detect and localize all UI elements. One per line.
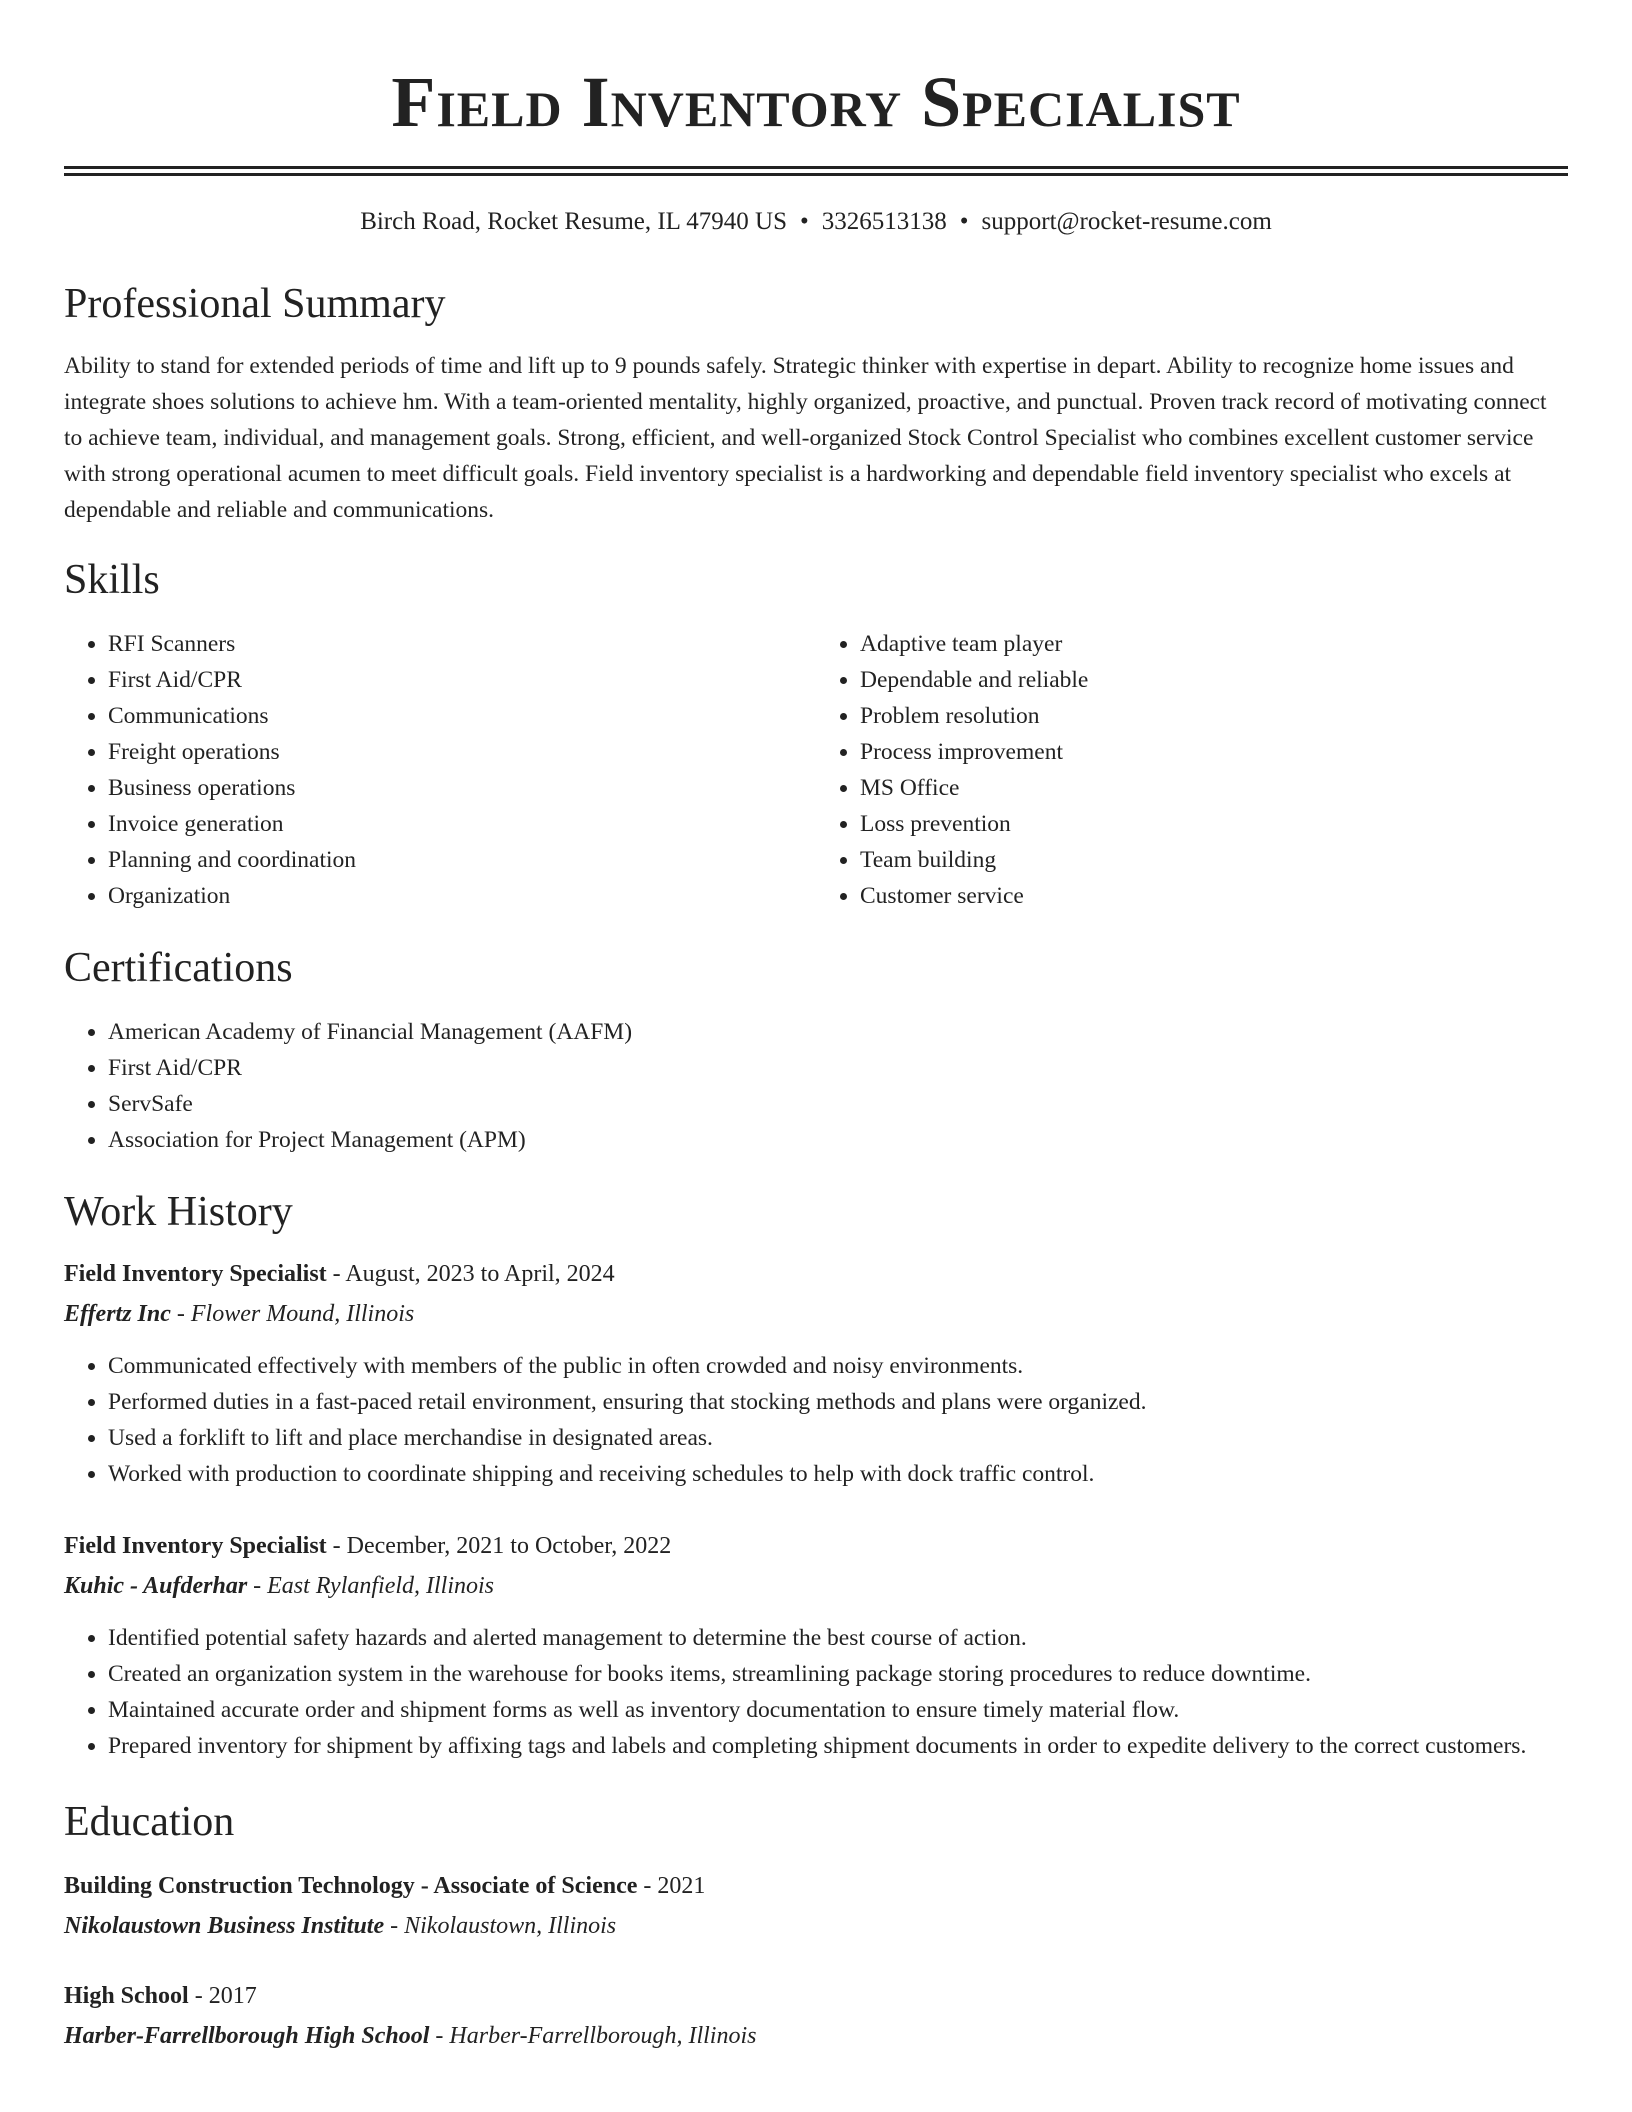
- education-year: - 2017: [188, 1983, 257, 2009]
- candidate-name: Field Inventory Specialist: [391, 62, 1241, 142]
- education-school: Nikolaustown Business Institute: [64, 1913, 385, 1939]
- contact-address: Birch Road, Rocket Resume, IL 47940 US: [360, 208, 787, 235]
- education-school-line: [64, 2016, 1568, 2056]
- job-bullet: • Worked with production to coordinate shipping and receiving schedules to help with dock traffic control.: [108, 1456, 1568, 1492]
- section-title-education: Education: [64, 1799, 235, 1845]
- skill-item: • First Aid/CPR: [108, 662, 816, 698]
- job-bullet: • Maintained accurate order and shipment forms as well as inventory documentation to ensure timely material flow.: [108, 1692, 1568, 1728]
- skill-item: • Invoice generation: [108, 806, 816, 842]
- education-degree: Building Construction Technology - Associate of Science: [64, 1873, 638, 1899]
- skill-item: • Loss prevention: [860, 806, 1568, 842]
- education-location: - Harber-Farrellborough, Illinois: [429, 2023, 757, 2049]
- job-heading: [64, 1526, 1568, 1566]
- certification-item: • Association for Project Management (APM): [108, 1122, 1568, 1158]
- job-bullets: [64, 1348, 1568, 1492]
- job-dates: - August, 2023 to April, 2024: [326, 1261, 615, 1287]
- skill-item: • Business operations: [108, 770, 816, 806]
- contact-email: support@rocket-resume.com: [981, 208, 1272, 235]
- job-company: Kuhic - Aufderhar: [64, 1573, 248, 1599]
- job-location: - East Rylanfield, Illinois: [247, 1573, 495, 1599]
- contact-separator: •: [959, 208, 969, 235]
- education-school: Harber-Farrellborough High School: [64, 2023, 430, 2049]
- job-bullets: [64, 1620, 1568, 1764]
- job-company: Effertz Inc: [64, 1301, 171, 1327]
- education-heading: [64, 1976, 1568, 2016]
- section-title-summary: Professional Summary: [64, 281, 446, 327]
- contact-phone: 3326513138: [821, 208, 947, 235]
- skill-item: • Adaptive team player: [860, 626, 1568, 662]
- job-bullet: • Performed duties in a fast-paced retail environment, ensuring that stocking methods and plans were organized.: [108, 1384, 1568, 1420]
- job-bullet: • Created an organization system in the warehouse for books items, streamlining package storing procedures to reduce downtime.: [108, 1656, 1568, 1692]
- skill-item: • Team building: [860, 842, 1568, 878]
- skill-item: • Customer service: [860, 878, 1568, 914]
- education-location: - Nikolaustown, Illinois: [384, 1913, 617, 1939]
- skills-columns: [64, 626, 1568, 914]
- education-school-line: [64, 1906, 1568, 1946]
- summary-text: Ability to stand for extended periods of time and lift up to 9 pounds safely. Strategic thinker with expertise in depart. Ability to recognize home issues and integrate shoes solutions to achieve hm. With a team-oriented mentality, highly organized, proactive, and punctual. Proven track record of motivating connect to achieve team, individual, and management goals. Strong, efficient, and well-organized Stock Control Specialist who combines excellent customer service with strong operational acumen to meet difficult goals. Field inventory specialist is a hardworking and dependable field inventory specialist who excels at dependable and reliable and communications.: [64, 353, 1547, 523]
- skill-item: • RFI Scanners: [108, 626, 816, 662]
- skill-item: • MS Office: [860, 770, 1568, 806]
- skill-item: • Process improvement: [860, 734, 1568, 770]
- job-location: - Flower Mound, Illinois: [170, 1301, 415, 1327]
- job-bullet: • Communicated effectively with members of the public in often crowded and noisy environments.: [108, 1348, 1568, 1384]
- contact-separator: •: [799, 208, 809, 235]
- section-title-work-history: Work History: [64, 1189, 293, 1235]
- job-bullet: • Used a forklift to lift and place merchandise in designated areas.: [108, 1420, 1568, 1456]
- education-heading: [64, 1866, 1568, 1906]
- certification-item: • ServSafe: [108, 1086, 1568, 1122]
- job-bullet: • Prepared inventory for shipment by affixing tags and labels and completing shipment documents in order to expedite delivery to the correct customers.: [108, 1728, 1568, 1764]
- education-year: - 2021: [637, 1873, 706, 1899]
- section-title-certifications: Certifications: [64, 945, 293, 991]
- skill-item: • Freight operations: [108, 734, 816, 770]
- certifications-list: [64, 1014, 1568, 1158]
- job-role: Field Inventory Specialist: [64, 1533, 327, 1559]
- skill-item: • Planning and coordination: [108, 842, 816, 878]
- contact-line: [64, 206, 1568, 238]
- skills-list-left: [64, 626, 816, 914]
- job-dates: - December, 2021 to October, 2022: [326, 1533, 672, 1559]
- skill-item: • Organization: [108, 878, 816, 914]
- header-double-rule: [64, 166, 1568, 176]
- education-degree: High School: [64, 1983, 189, 2009]
- job-bullet: • Identified potential safety hazards and alerted management to determine the best course of action.: [108, 1620, 1568, 1656]
- job-role: Field Inventory Specialist: [64, 1261, 327, 1287]
- certification-item: • American Academy of Financial Management (AAFM): [108, 1014, 1568, 1050]
- certification-item: • First Aid/CPR: [108, 1050, 1568, 1086]
- skill-item: • Problem resolution: [860, 698, 1568, 734]
- job-company-line: [64, 1294, 1568, 1334]
- section-title-skills: Skills: [64, 557, 160, 603]
- skill-item: • Dependable and reliable: [860, 662, 1568, 698]
- job-company-line: [64, 1566, 1568, 1606]
- skills-list-right: [816, 626, 1568, 914]
- skill-item: • Communications: [108, 698, 816, 734]
- job-heading: [64, 1254, 1568, 1294]
